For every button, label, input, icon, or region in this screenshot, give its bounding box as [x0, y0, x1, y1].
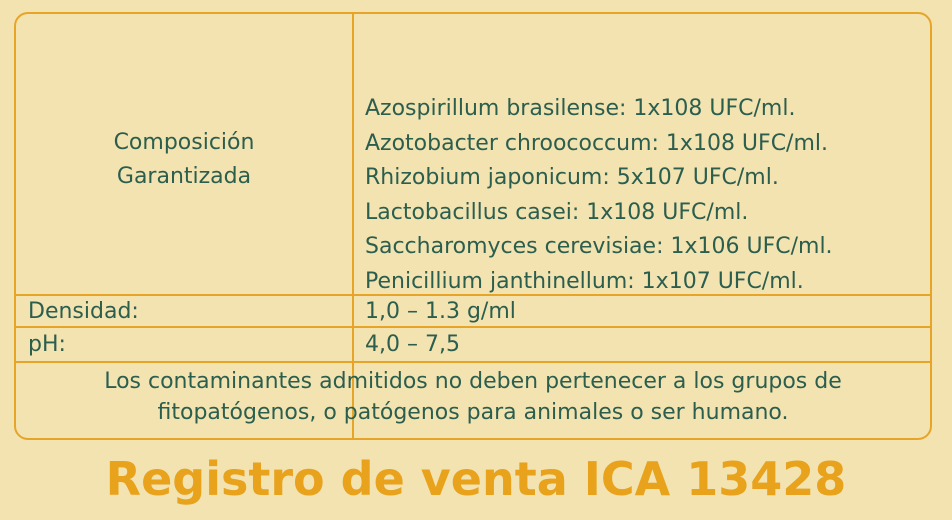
composition-item: Rhizobium japonicum: 5x107 UFC/ml.: [365, 165, 779, 190]
row-divider-note-top: [14, 361, 932, 363]
row-divider-ph-top: [14, 326, 932, 328]
composition-item: Azospirillum brasilense: 1x108 UFC/ml.: [365, 96, 796, 121]
composition-label-line1: Composición: [113, 130, 255, 155]
contaminants-note-line2: fitopatógenos, o patógenos para animales o ser humano.: [157, 400, 789, 425]
density-label: Densidad:: [28, 299, 139, 324]
composition-label: [14, 126, 354, 194]
density-value: 1,0 – 1.3 g/ml: [365, 299, 516, 324]
composition-item: Lactobacillus casei: 1x108 UFC/ml.: [365, 199, 749, 225]
ph-label: pH:: [28, 332, 66, 357]
contaminants-note: [14, 366, 932, 428]
registro-heading: Registro de venta ICA 13428: [105, 452, 847, 506]
composition-item: Azotobacter chroococcum: 1x108 UFC/ml.: [365, 130, 828, 156]
composition-list: [365, 92, 833, 299]
composition-label-line2: Garantizada: [116, 164, 252, 189]
ph-value: 4,0 – 7,5: [365, 332, 460, 357]
composition-item: Saccharomyces cerevisiae: 1x106 UFC/ml.: [365, 234, 833, 259]
contaminants-note-line1: Los contaminantes admitidos no deben pertenecer a los grupos de: [104, 369, 842, 394]
composition-item: Penicillium janthinellum: 1x107 UFC/ml.: [365, 268, 804, 294]
